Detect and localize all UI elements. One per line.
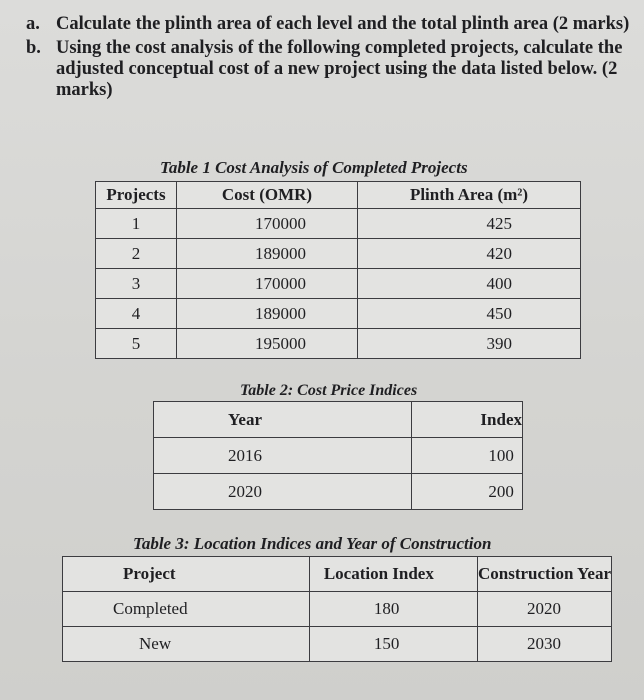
- location-indices-table: [62, 556, 612, 662]
- table-cell: 200: [412, 474, 523, 510]
- table-row: [63, 592, 612, 627]
- table-cell: 100: [412, 438, 523, 474]
- table-cell: 4: [96, 299, 177, 329]
- table-cell: 400: [358, 269, 581, 299]
- table-row: [96, 329, 581, 359]
- question-b-marker: b.: [26, 38, 41, 58]
- table-cell: 189000: [177, 239, 358, 269]
- cost-price-indices-table: [153, 401, 523, 510]
- table-cell: 420: [358, 239, 581, 269]
- table-cell: 195000: [177, 329, 358, 359]
- table-header-row: [63, 557, 612, 592]
- table-row: [96, 269, 581, 299]
- table-cell: 2016: [154, 438, 412, 474]
- table-cell: 2030: [478, 627, 612, 662]
- table-cell: 180: [309, 592, 477, 627]
- column-header: Construction Year: [478, 557, 612, 592]
- table-row: [154, 474, 523, 510]
- question-a: [26, 14, 638, 35]
- table-row: [63, 627, 612, 662]
- table1-caption: Table 1 Cost Analysis of Completed Projects: [160, 158, 468, 177]
- column-header: Year: [154, 402, 412, 438]
- cost-analysis-table: [95, 181, 581, 359]
- table-cell: 2: [96, 239, 177, 269]
- question-b: [26, 38, 638, 101]
- table-cell: 170000: [177, 209, 358, 239]
- table-cell: 390: [358, 329, 581, 359]
- table-cell: 425: [358, 209, 581, 239]
- table-cell: Completed: [63, 592, 310, 627]
- table-row: [96, 209, 581, 239]
- column-header: Index: [412, 402, 523, 438]
- table-row: [154, 438, 523, 474]
- table-cell: 170000: [177, 269, 358, 299]
- table3-caption: Table 3: Location Indices and Year of Construction: [133, 534, 492, 553]
- column-header: Location Index: [309, 557, 477, 592]
- table-row: [96, 239, 581, 269]
- question-a-marker: a.: [26, 14, 40, 34]
- table-cell: 1: [96, 209, 177, 239]
- question-b-text: Using the cost analysis of the following completed projects, calculate the adjusted conceptual cost of a new project using the data listed below. (2 marks): [56, 38, 623, 100]
- column-header: Project: [63, 557, 310, 592]
- column-header: Projects: [96, 182, 177, 209]
- column-header: Plinth Area (m²): [358, 182, 581, 209]
- table-cell: 150: [309, 627, 477, 662]
- table-cell: 2020: [154, 474, 412, 510]
- table2-caption: Table 2: Cost Price Indices: [240, 382, 418, 399]
- table-cell: 189000: [177, 299, 358, 329]
- table-row: [96, 299, 581, 329]
- table-cell: 450: [358, 299, 581, 329]
- table-cell: 3: [96, 269, 177, 299]
- table-header-row: [154, 402, 523, 438]
- table-header-row: [96, 182, 581, 209]
- question-a-text: Calculate the plinth area of each level and the total plinth area (2 marks): [56, 14, 630, 34]
- column-header: Cost (OMR): [177, 182, 358, 209]
- table-cell: 2020: [478, 592, 612, 627]
- table-cell: New: [63, 627, 310, 662]
- table-cell: 5: [96, 329, 177, 359]
